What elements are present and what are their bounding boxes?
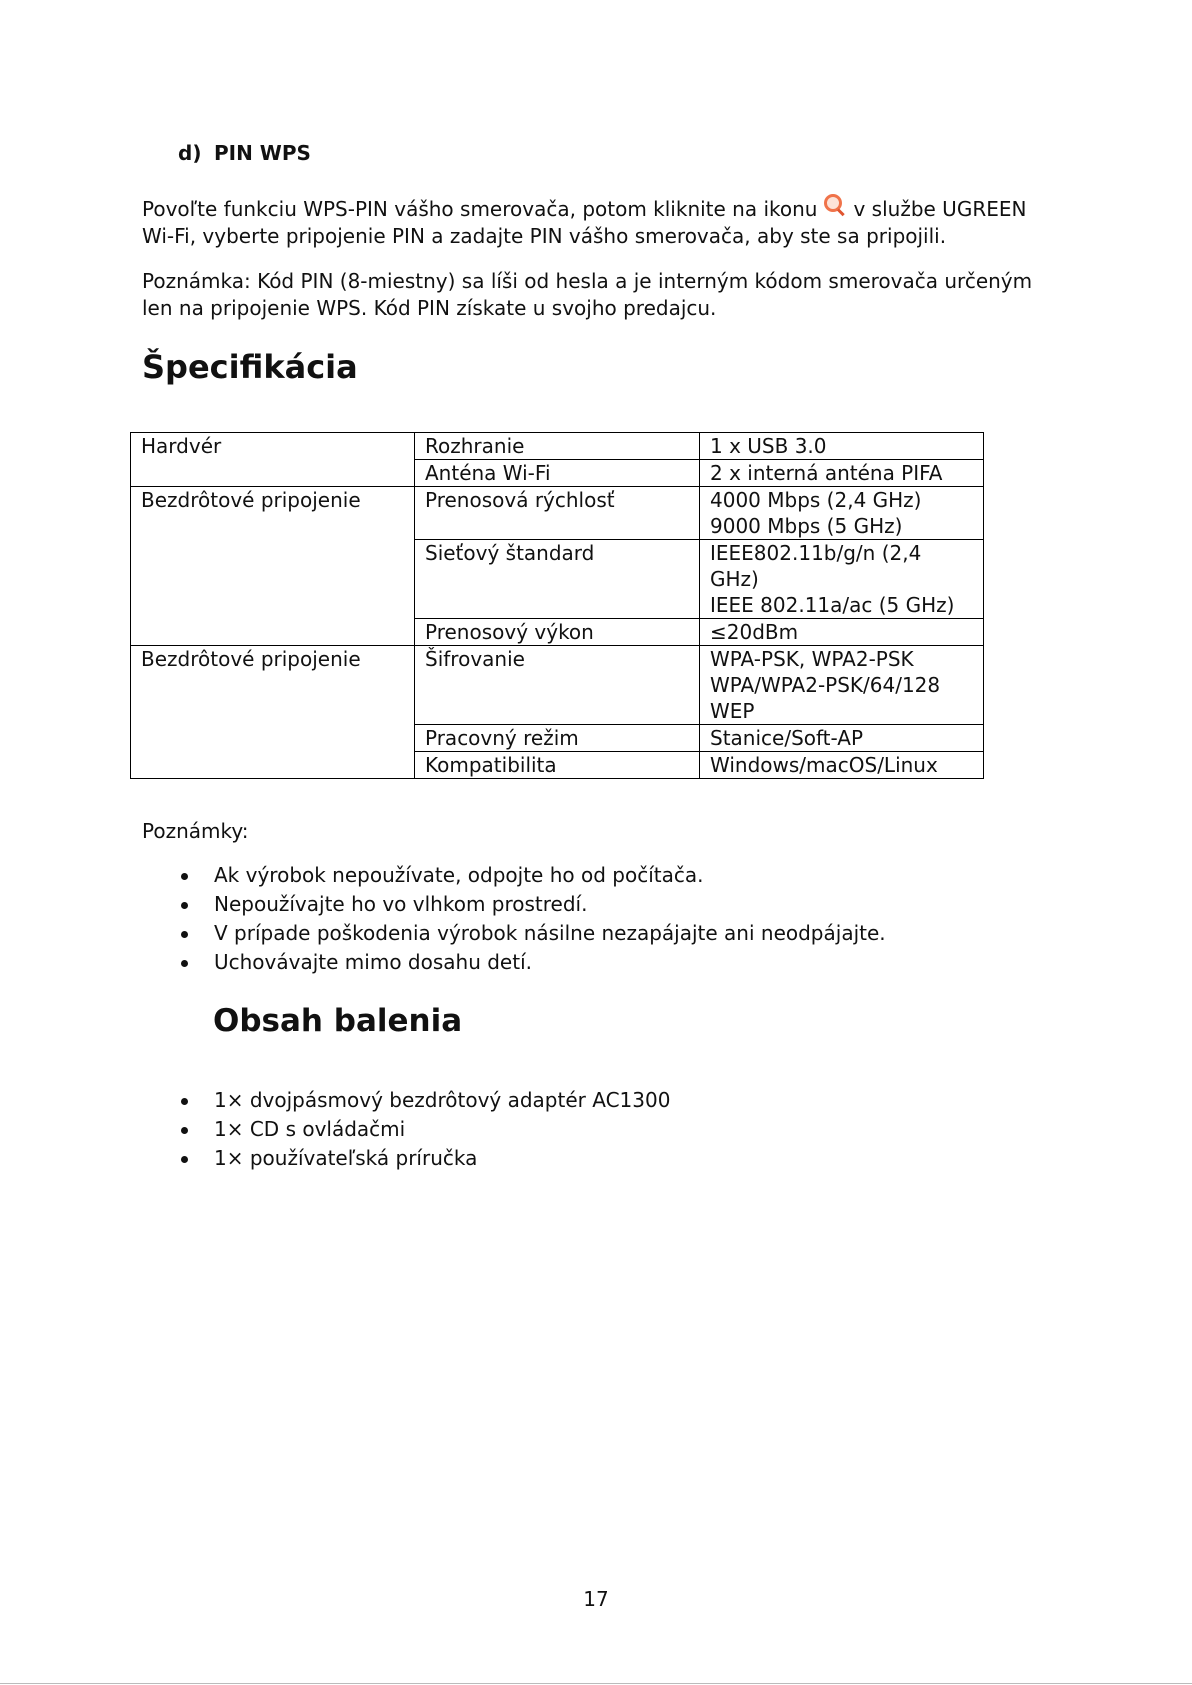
- spec-value: Stanice/Soft-AP: [700, 725, 984, 752]
- table-row: [131, 487, 984, 540]
- page-number: 17: [583, 1587, 609, 1611]
- spec-value: 1 x USB 3.0: [700, 433, 984, 460]
- table-row: [131, 433, 984, 460]
- list-item: 1× používateľská príručka: [142, 1144, 670, 1173]
- section-d-label: d): [178, 141, 202, 165]
- spec-key: Rozhranie: [415, 433, 700, 460]
- spec-group: Hardvér: [131, 433, 415, 487]
- notes-title: Poznámky:: [142, 819, 249, 843]
- paragraph1-after-icon: v službe UGREEN Wi-Fi, vyberte pripojenie PIN a zadajte PIN vášho smerovača, aby ste sa pripojili.: [142, 197, 1027, 248]
- list-item: Nepoužívajte ho vo vlhkom prostredí.: [142, 890, 886, 919]
- bullet-icon: [181, 1156, 188, 1163]
- list-item: V prípade poškodenia výrobok násilne nezapájajte ani neodpájajte.: [142, 919, 886, 948]
- spec-key: Anténa Wi-Fi: [415, 460, 700, 487]
- spec-key: Prenosová rýchlosť: [415, 487, 700, 540]
- bullet-icon: [181, 902, 188, 909]
- bullet-icon: [181, 960, 188, 967]
- list-item: Uchovávajte mimo dosahu detí.: [142, 948, 886, 977]
- list-item: 1× CD s ovládačmi: [142, 1115, 670, 1144]
- spec-value: 4000 Mbps (2,4 GHz) 9000 Mbps (5 GHz): [700, 487, 984, 540]
- spec-value: IEEE802.11b/g/n (2,4 GHz) IEEE 802.11a/ac (5 GHz): [700, 540, 984, 619]
- spec-value: Windows/macOS/Linux: [700, 752, 984, 779]
- list-item: Ak výrobok nepoužívate, odpojte ho od počítača.: [142, 861, 886, 890]
- wps-pin-paragraph: [142, 194, 1042, 250]
- spec-value: WPA-PSK, WPA2-PSK WPA/WPA2-PSK/64/128 WEP: [700, 646, 984, 725]
- section-d-heading: [178, 141, 311, 165]
- pin-note-paragraph: Poznámka: Kód PIN (8-miestny) sa líši od hesla a je interným kódom smerovača určeným len na pripojenie WPS. Kód PIN získate u svojho predajcu.: [142, 269, 1033, 320]
- spec-key: Pracovný režim: [415, 725, 700, 752]
- spec-group: Bezdrôtové pripojenie: [131, 487, 415, 646]
- package-heading: Obsah balenia: [213, 1003, 463, 1039]
- bullet-icon: [181, 931, 188, 938]
- bullet-icon: [181, 1127, 188, 1134]
- bullet-icon: [181, 1098, 188, 1105]
- notes-list: [142, 861, 886, 977]
- paragraph1-before-icon: Povoľte funkciu WPS-PIN vášho smerovača, potom kliknite na ikonu: [142, 197, 818, 221]
- table-row: [131, 646, 984, 725]
- spec-key: Šifrovanie: [415, 646, 700, 725]
- spec-key: Sieťový štandard: [415, 540, 700, 619]
- spec-key: Prenosový výkon: [415, 619, 700, 646]
- spec-value: ≤20dBm: [700, 619, 984, 646]
- section-d-title: PIN WPS: [214, 141, 311, 165]
- spec-value: 2 x interná anténa PIFA: [700, 460, 984, 487]
- search-icon: [821, 194, 847, 218]
- list-item: 1× dvojpásmový bezdrôtový adaptér AC1300: [142, 1086, 670, 1115]
- page-bottom-edge: [0, 1683, 1192, 1684]
- spec-key: Kompatibilita: [415, 752, 700, 779]
- spec-heading: Špecifikácia: [142, 348, 358, 386]
- spec-table: [130, 432, 984, 779]
- spec-group: Bezdrôtové pripojenie: [131, 646, 415, 779]
- package-list: [142, 1086, 670, 1173]
- bullet-icon: [181, 873, 188, 880]
